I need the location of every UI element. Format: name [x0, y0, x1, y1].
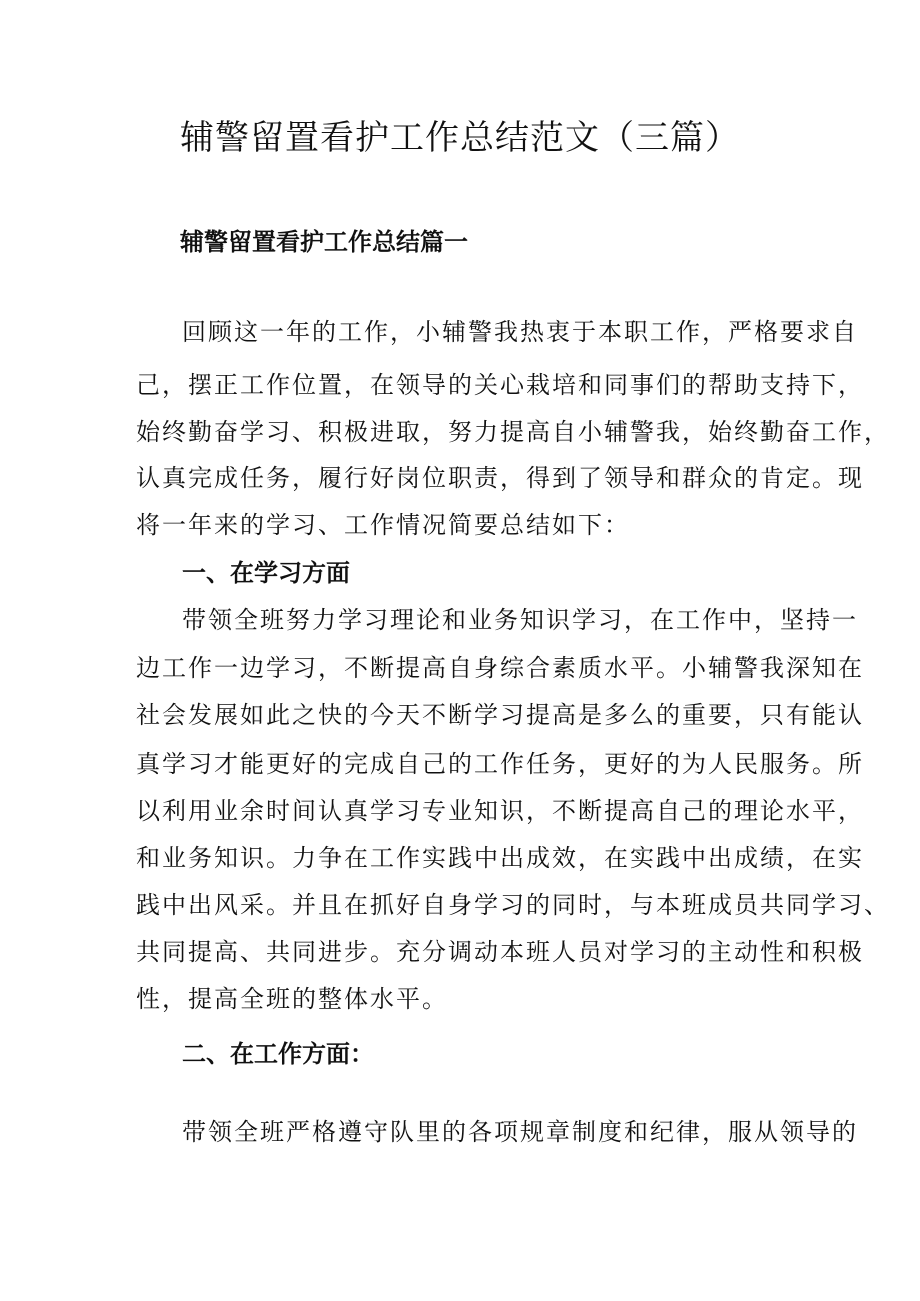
- intro-line-5: 将一年来的学习、工作情况简要总结如下：: [136, 511, 630, 539]
- document-title: 辅警留置看护工作总结范文（三篇）: [180, 118, 740, 158]
- section2-line-1: 带领全班严格遵守队里的各项规章制度和纪律，服从领导的: [182, 1118, 858, 1146]
- intro-line-2: 己，摆正工作位置，在领导的关心栽培和同事们的帮助支持下，: [136, 371, 864, 399]
- section1-line-5: 以利用业余时间认真学习专业知识，不断提高自己的理论水平，: [136, 797, 864, 825]
- section1-line-8: 共同提高、共同进步。充分调动本班人员对学习的主动性和积极: [136, 938, 864, 966]
- intro-line-4: 认真完成任务，履行好岗位职责，得到了领导和群众的肯定。现: [136, 464, 864, 492]
- section2-heading: 二、在工作方面：: [182, 1039, 374, 1068]
- section-subtitle: 辅警留置看护工作总结篇一: [180, 227, 468, 256]
- section1-line-1: 带领全班努力学习理论和业务知识学习，在工作中，坚持一: [182, 606, 858, 634]
- section1-line-6: 和业务知识。力争在工作实践中出成效，在实践中出成绩，在实: [136, 844, 864, 872]
- section1-line-7: 践中出风采。并且在抓好自身学习的同时，与本班成员共同学习、: [136, 891, 890, 919]
- section1-line-9: 性，提高全班的整体水平。: [136, 985, 448, 1013]
- intro-line-3: 始终勤奋学习、积极进取，努力提高自小辅警我，始终勤奋工作，: [136, 418, 890, 446]
- section1-heading: 一、在学习方面: [182, 558, 350, 587]
- section1-line-3: 社会发展如此之快的今天不断学习提高是多么的重要，只有能认: [136, 701, 864, 729]
- section1-line-4: 真学习才能更好的完成自己的工作任务，更好的为人民服务。所: [136, 750, 864, 778]
- section1-line-2: 边工作一边学习，不断提高自身综合素质水平。小辅警我深知在: [136, 654, 864, 682]
- intro-line-1: 回顾这一年的工作，小辅警我热衷于本职工作，严格要求自: [182, 318, 858, 346]
